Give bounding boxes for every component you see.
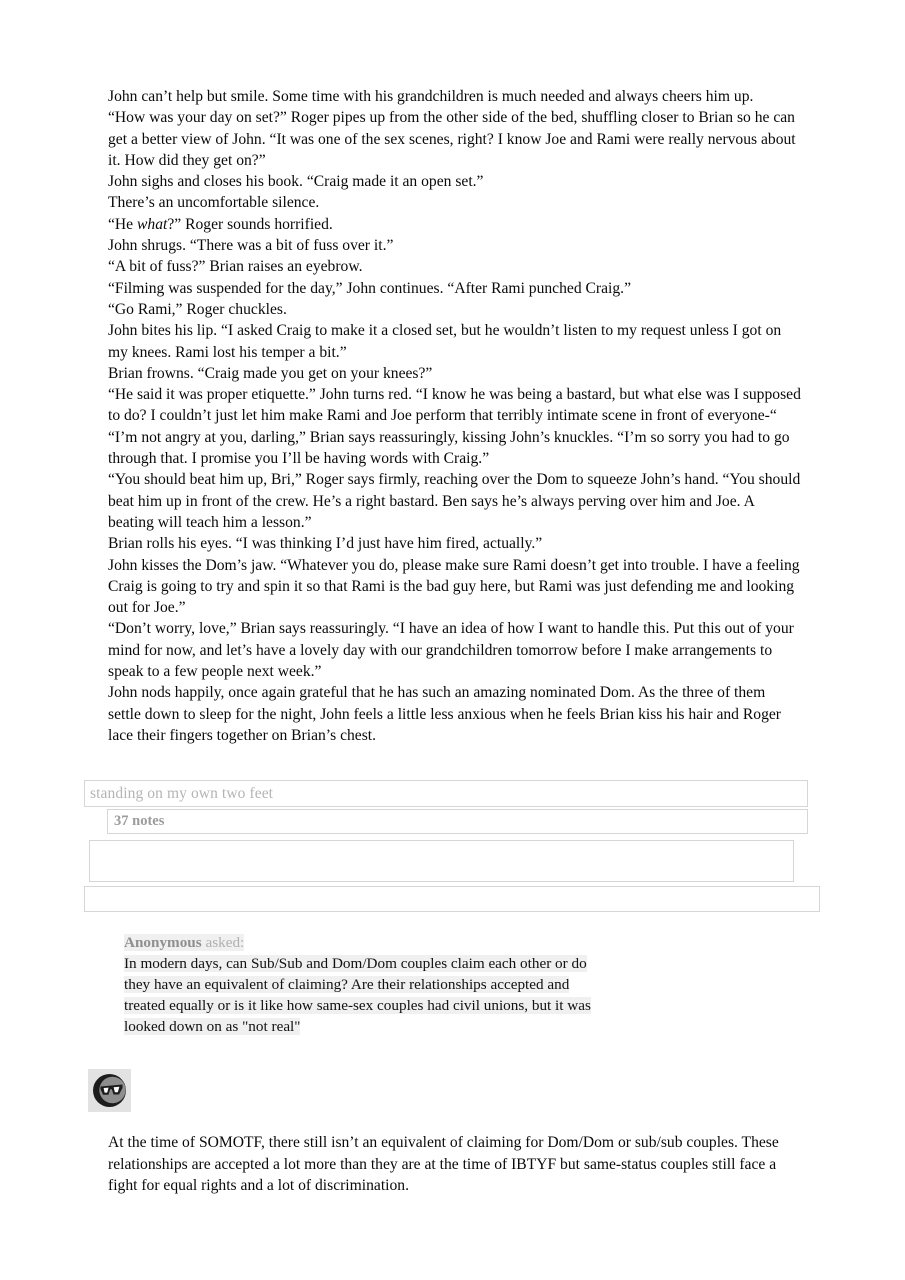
story-paragraph: John nods happily, once again grateful that he has such an amazing nominated Dom. As the three of them settle down to sleep for the night, John feels a little less anxious when he feels Brian kiss his hair and Roger lace their fingers together on Brian’s chest. bbox=[108, 684, 781, 744]
story-paragraph: John bites his lip. “I asked Craig to make it a closed set, but he wouldn’t listen to my request unless I got on my knees. Rami lost his temper a bit.” bbox=[108, 322, 782, 361]
story-paragraph: John kisses the Dom’s jaw. “Whatever you do, please make sure Rami doesn’t get into trouble. I have a feeling Craig is going to try and spin it so that Rami is the bad guy here, but Rami was just defending me and looking out for Joe.” bbox=[108, 556, 800, 617]
story-paragraph: There’s an uncomfortable silence. bbox=[108, 194, 320, 212]
post-tag-text: standing on my own two feet bbox=[90, 784, 274, 802]
ask-question-text: looked down on as "not real" bbox=[124, 1018, 301, 1035]
ask-question-line bbox=[124, 974, 704, 995]
story-paragraph: “Don’t worry, love,” Brian says reassuringly. “I have an idea of how I want to handle this. Put this out of your mind for now, and let’s have a lovely day with our grandchildren tomorrow before I make arrangements to speak to a few people next week.” bbox=[108, 620, 794, 681]
story-paragraph: Brian frowns. “Craig made you get on your knees?” bbox=[108, 364, 433, 382]
story-paragraph: “How was your day on set?” Roger pipes up from the other side of the bed, shuffling closer to Brian so he can get a better view of John. “It was one of the sex scenes, right? I know Joe and Rami were really nervous about it. How did they get on?” bbox=[108, 109, 796, 169]
ask-question-line bbox=[124, 1016, 704, 1037]
story-paragraph: “Go Rami,” Roger chuckles. bbox=[108, 300, 287, 318]
ask-header-line bbox=[124, 932, 704, 953]
empty-field-upper[interactable] bbox=[89, 840, 794, 882]
story-paragraph: John sighs and closes his book. “Craig made it an open set.” bbox=[108, 173, 484, 191]
post-body bbox=[108, 86, 802, 746]
story-paragraph: “Filming was suspended for the day,” John continues. “After Rami punched Craig.” bbox=[108, 279, 631, 297]
story-paragraph: “I’m not angry at you, darling,” Brian says reassuringly, kissing John’s knuckles. “I’m so sorry you had to go through that. I promise you I’ll be having words with Craig.” bbox=[108, 428, 790, 468]
story-paragraph: “He what?” Roger sounds horrified. bbox=[108, 215, 333, 233]
emphasis-what: what bbox=[137, 215, 168, 233]
story-paragraph: John shrugs. “There was a bit of fuss over it.” bbox=[108, 237, 394, 255]
story-paragraph: “You should beat him up, Bri,” Roger says firmly, reaching over the Dom to squeeze John’s hand. “You should beat him up in front of the crew. He’s a right bastard. Ben says he’s always perving over him and Joe. A beating will teach him a lesson.” bbox=[108, 471, 801, 531]
empty-field-lower[interactable] bbox=[84, 886, 820, 912]
answer-body bbox=[108, 1132, 802, 1197]
ask-asker-name[interactable]: Anonymous bbox=[124, 934, 202, 951]
ask-verb: asked: bbox=[205, 934, 245, 951]
ask-question-line bbox=[124, 953, 704, 974]
avatar[interactable] bbox=[88, 1069, 131, 1112]
story-paragraph: John can’t help but smile. Some time with his grandchildren is much needed and always cheers him up. bbox=[108, 88, 754, 105]
post-tag-field[interactable] bbox=[84, 780, 808, 807]
ask-block bbox=[124, 932, 704, 1037]
answer-paragraph: At the time of SOMOTF, there still isn’t an equivalent of claiming for Dom/Dom or sub/sub couples. These relationships are accepted a lot more than they are at the time of IBTYF but same-status couples still face a fight for equal rights and a lot of discrimination. bbox=[108, 1134, 779, 1194]
ask-question-line bbox=[124, 995, 704, 1016]
story-paragraph: Brian rolls his eyes. “I was thinking I’d just have him fired, actually.” bbox=[108, 535, 543, 553]
ask-question-text: In modern days, can Sub/Sub and Dom/Dom couples claim each other or do bbox=[124, 955, 587, 972]
ask-question-text: they have an equivalent of claiming? Are their relationships accepted and bbox=[124, 976, 570, 993]
notes-count-text: 37 notes bbox=[114, 813, 165, 829]
story-paragraph: “A bit of fuss?” Brian raises an eyebrow. bbox=[108, 258, 363, 276]
notes-count-field[interactable] bbox=[107, 809, 808, 834]
sunglasses-face-avatar-icon bbox=[88, 1069, 131, 1112]
ask-question-text: treated equally or is it like how same-sex couples had civil unions, but it was bbox=[124, 997, 591, 1014]
story-paragraph: “He said it was proper etiquette.” John turns red. “I know he was being a bastard, but what else was I supposed to do? I couldn’t just let him make Rami and Joe perform that terribly intimate scene in front of everyone-“ bbox=[108, 386, 801, 425]
